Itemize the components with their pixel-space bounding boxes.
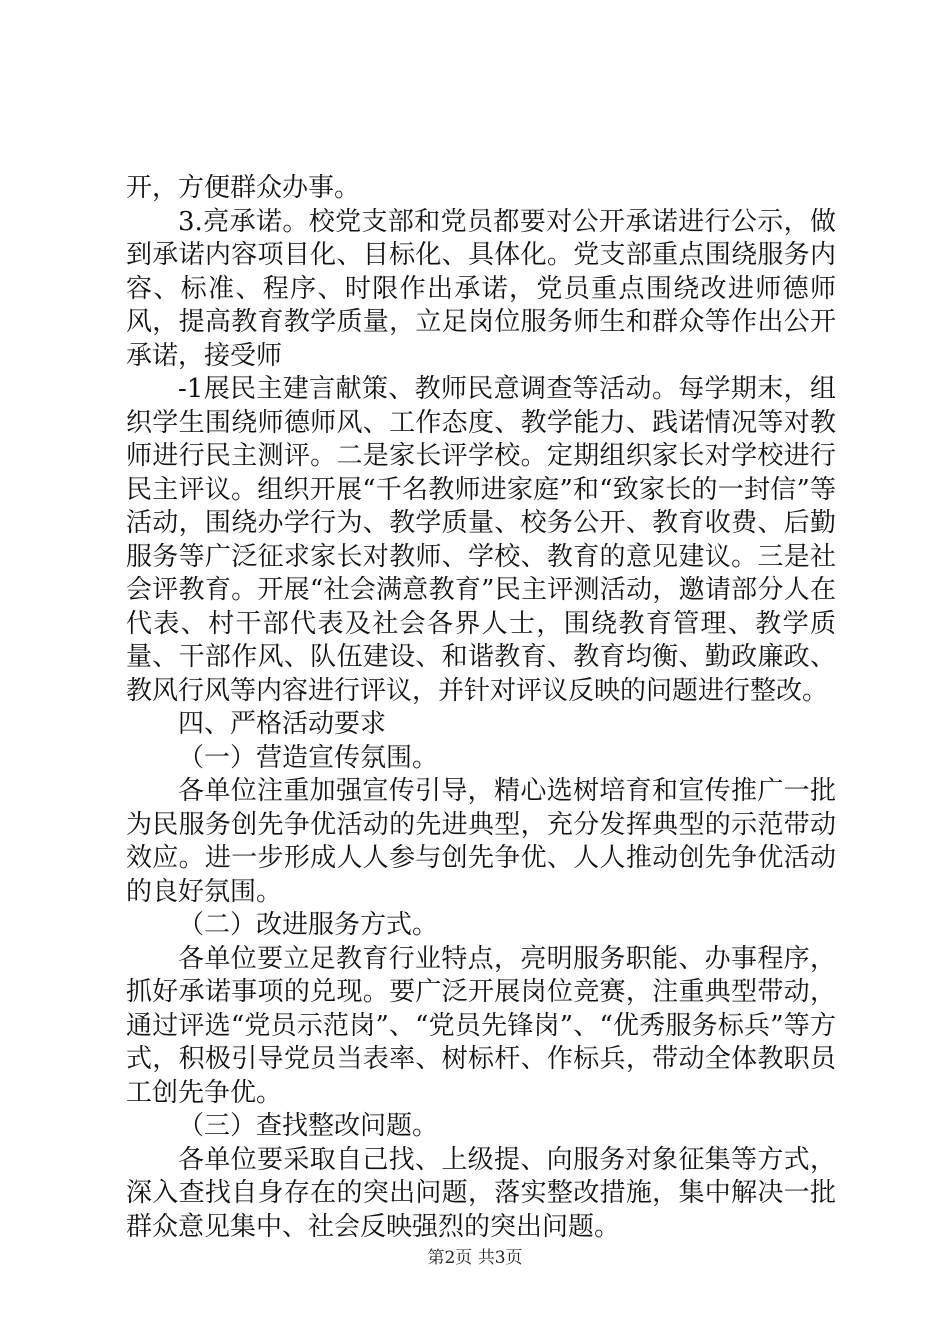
subheading-2: （二）改进服务方式。: [178, 910, 439, 940]
paragraph-10: 各单位要采取自己找、上级提、向服务对象征集等方式，深入查找自身存在的突出问题，落实整改措施，集中解决一批群众意见集中、社会反映强烈的突出问题。: [126, 1144, 836, 1242]
page-footer: 第2页 共3页: [427, 1248, 523, 1268]
subheading-1: （一）营造宣传氛围。: [178, 742, 439, 773]
subheading-3: （三）查找整改问题。: [178, 1111, 439, 1141]
section-heading-4: 四、严格活动要求: [178, 709, 387, 739]
paragraph-1: 开，方便群众办事。: [126, 173, 361, 203]
paragraph-8: 各单位要立足教育行业特点，亮明服务职能、办事程序，抓好承诺事项的兑现。要广泛开展岗位竞赛，注重典型带动，通过评选“党员示范岗”、“党员先锋岗”、“优秀服务标兵”等方式，积极引导党员当表率、树标杆、作标兵，带动全体教职员工创先争优。: [126, 943, 836, 1108]
paragraph-3: -1展民主建言献策、教师民意调查等活动。每学期末，组织学生围绕师德师风、工作态度、教学能力、践诺情况等对教师进行民主测评。二是家长评学校。定期组织家长对学校进行民主评议。组织开展“千名教师进家庭”和“致家长的一封信”等活动，围绕办学行为、教学质量、校务公开、教育收费、后勤服务等广泛征求家长对教师、学校、教育的意见建议。三是社会评教育。开展“社会满意教育”民主评测活动，邀请部分人在代表、村干部代表及社会各界人士，围绕教育管理、教学质量、干部作风、队伍建设、和谐教育、教育均衡、勤政廉政、教风行风等内容进行评议，并针对评议反映的问题进行整改。: [126, 374, 836, 706]
paragraph-2: 3.亮承诺。校党支部和党员都要对公开承诺进行公示，做到承诺内容项目化、目标化、具体化。党支部重点围绕服务内容、标准、程序、时限作出承诺，党员重点围绕改进师德师风，提高教育教学质量，立足岗位服务师生和群众等作出公开承诺，接受师: [126, 206, 836, 371]
document-body: [126, 172, 836, 1244]
paragraph-6: 各单位注重加强宣传引导，精心选树培育和宣传推广一批为民服务创先争优活动的先进典型，充分发挥典型的示范带动效应。进一步形成人人参与创先争优、人人推动创先争优活动的良好氛围。: [126, 776, 836, 907]
